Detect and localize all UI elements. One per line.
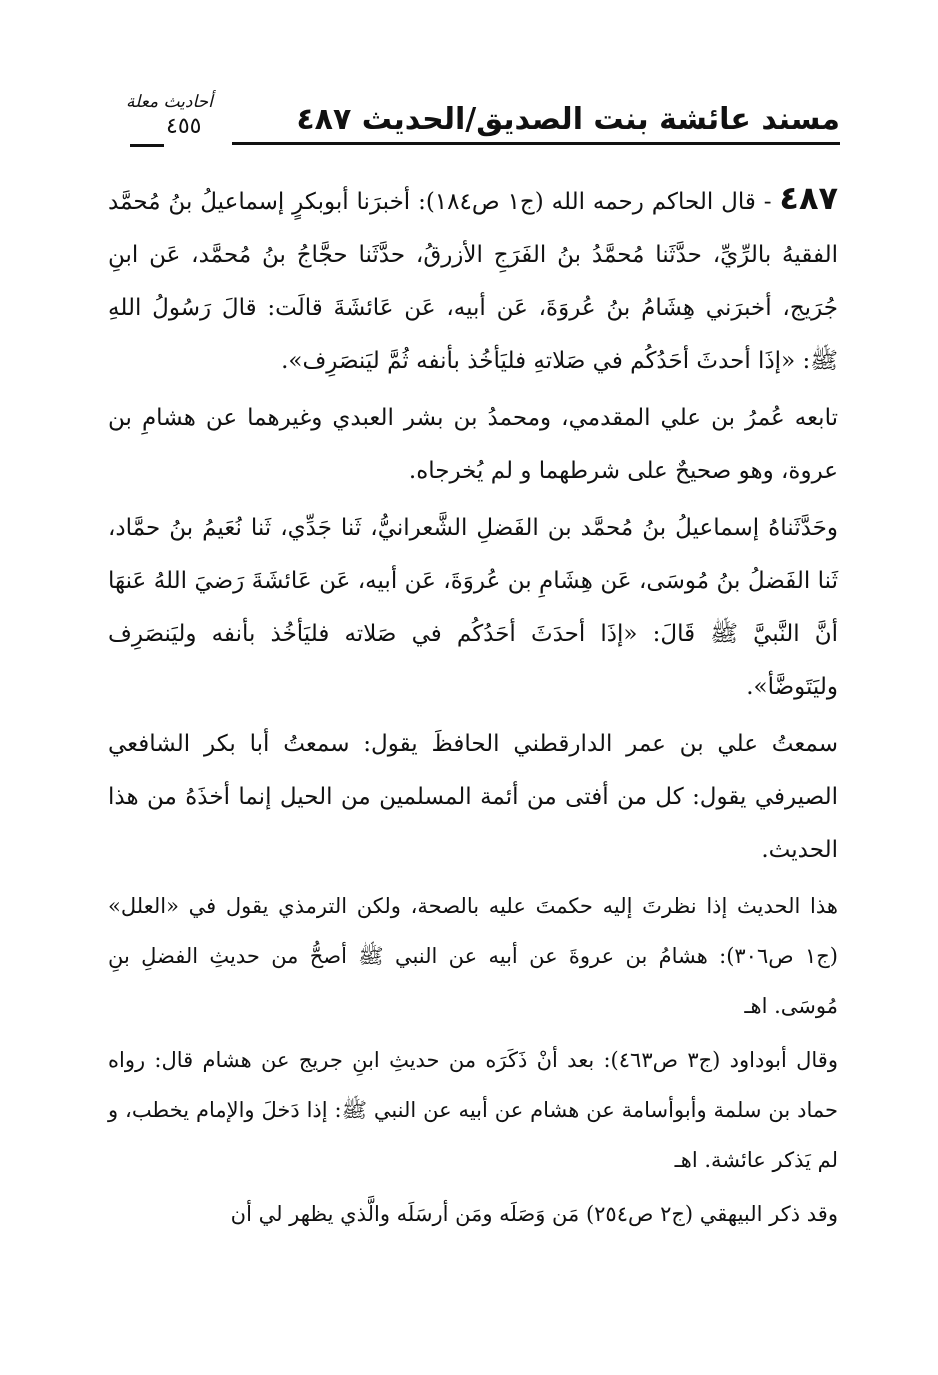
handwritten-note: أحاديث معلة [126, 92, 213, 112]
page-number: ٤٥٥ [166, 114, 202, 139]
analysis-paragraph: هذا الحديث إذا نظرتَ إليه حكمتَ عليه بالصحة، ولكن الترمذي يقول في «العلل» (ج١ ص٣٠٦): هشامُ بن عروةَ عن أبيه عن النبي ﷺ أصحُّ من حديثِ الفضلِ بنِ مُوسَى. اهـ [108, 894, 838, 1018]
hadith-number: ٤٨٧ [779, 179, 838, 217]
abu-dawud-paragraph: وقال أبوداود (ج٣ ص٤٦٣): بعد أنْ ذَكَرَه من حديثِ ابنِ جريج عن هشام قال: رواه حماد بن سلمة وأبوأسامة عن هشام عن أبيه عن النبي ﷺ: إذا دَخلَ والإمام يخطب، و لم يَذكر عائشة. اهـ [108, 1048, 838, 1172]
header-rule [232, 142, 840, 145]
bayhaqi-paragraph: وقد ذكر البيهقي (ج٢ ص٢٥٤) مَن وَصَلَه ومَن أرسَلَه والَّذي يظهر لي أن [230, 1202, 838, 1226]
hadith-paragraph [108, 172, 838, 388]
commentary-paragraph: تابعه عُمرُ بن علي المقدمي، ومحمدُ بن بشر العبدي وغيرهما عن هشامِ بن عروة، وهو صحيحٌ على شرطهما و لم يُخرجاه. [108, 405, 838, 484]
running-title: مسند عائشة بنت الصديق/الحديث ٤٨٧ [296, 102, 840, 137]
isnad-paragraph: وحَدَّثَناهُ إسماعيلُ بنُ مُحمَّد بن الفَضلِ الشَّعرانيُّ، ثَنا جَدِّي، ثَنا نُعَيمُ بنُ حمَّاد، ثَنا الفَضلُ بنُ مُوسَى، عَن هِشَامِ بن عُروَةَ، عَن أبيه، عَن عَائشَةَ رَضيَ اللهُ عَنهَا أنَّ النَّبيَّ ﷺ قَالَ: «إذَا أحدَثَ أحَدُكُم في صَلاته فليَأخُذ بأنفه وليَنصَرِف وليَتَوضَّأ». [108, 515, 838, 700]
page-header [118, 92, 840, 152]
hadith-text: - قال الحاكم رحمه الله (ج١ ص١٨٤): أخبرَنا أبوبكرٍ إسماعيلُ بنُ مُحمَّد الفقيهُ بالرِّيِّ، حدَّثَنا مُحمَّدُ بنُ الفَرَجِ الأزرقُ، حدَّثَنا حجَّاجُ بنُ مُحمَّد، عَن ابنِ جُرَيج، أخبرَني هِشَامُ بنُ عُروَةَ، عَن أبيه، عَن عَائشَةَ قالَت: قالَ رَسُولُ اللهِ ﷺ: «إذَا أحدثَ أحَدُكُم في صَلاتهِ فليَأخُذ بأنفه ثُمَّ ليَنصَرِف». [108, 189, 838, 374]
quotation-paragraph: سمعتُ علي بن عمر الدارقطني الحافظَ يقول: سمعتُ أبا بكر الشافعي الصيرفي يقول: كل من أفتى من أئمة المسلمين من الحيل إنما أخذَهُ من هذا الحديث. [108, 731, 838, 863]
page-number-underline [130, 144, 164, 147]
page-body [108, 172, 838, 1239]
